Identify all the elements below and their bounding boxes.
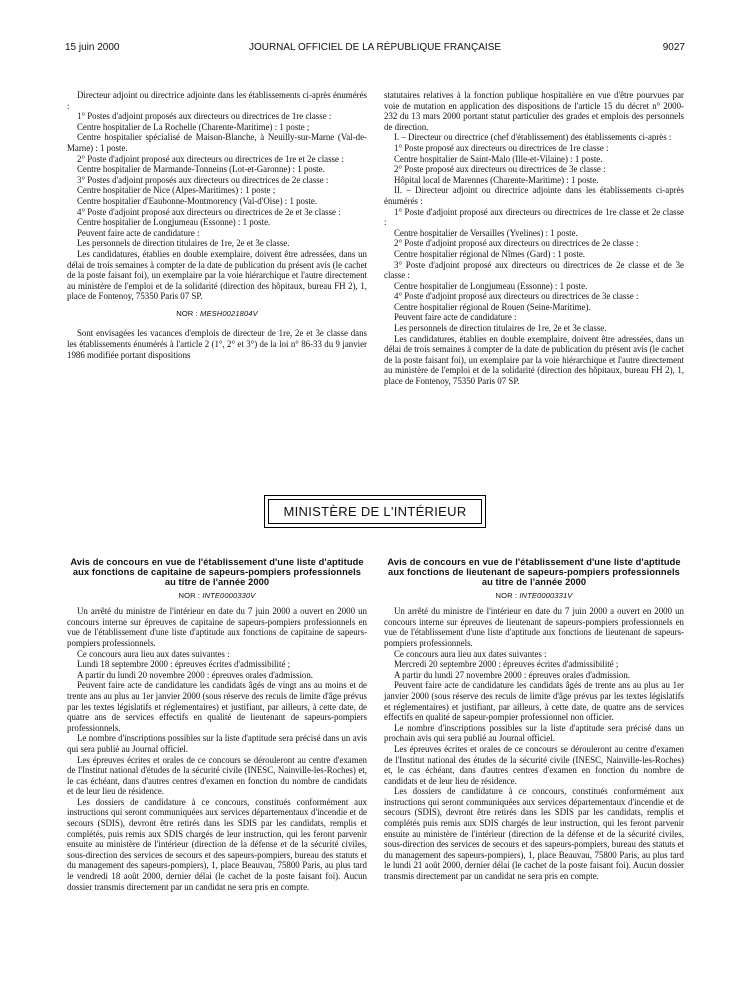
paragraph: Un arrêté du ministre de l'intérieur en date du 7 juin 2000 a ouvert en 2000 un concours interne sur épreuves de capitaine de sapeurs-pompiers professionnels en vue de l'établissement d'une liste d'aptitude aux fonctions de capitaine de sapeurs-pompiers professionnels. <box>67 606 367 648</box>
nor-code: MESH0021804V <box>200 308 258 318</box>
journal-title: JOURNAL OFFICIEL DE LA RÉPUBLIQUE FRANÇAISE <box>248 42 502 53</box>
paragraph: Les candidatures, établies en double exemplaire, doivent être adressées, dans un délai de trois semaines à compter de la date de publication du présent avis (le cachet de la poste faisant foi), un exemplaire par la voie hiérarchique et l'autre directement au ministère de l'emploi et de la solidarité (direction des hôpitaux, bureau FH 2), 1, place de Fontenoy, 75350 Paris 07 SP. <box>384 333 684 387</box>
paragraph: 4° Poste d'adjoint proposé aux directeurs ou directrices de 3e classe : <box>394 291 639 302</box>
paragraph: Le nombre d'inscriptions possibles sur la liste d'aptitude sera précisé dans un avis qui sera publié au Journal officiel. <box>67 733 367 754</box>
ministry-heading: MINISTÈRE DE L'INTÉRIEUR <box>268 499 481 524</box>
paragraph: Centre hospitalier d'Eaubonne-Montmorency (Val-d'Oise) : 1 poste. <box>77 195 318 206</box>
nor-code: INTE0000330V <box>202 590 256 600</box>
paragraph: Les candidatures, établies en double exemplaire, doivent être adressées, dans un délai de trois semaines à compter de la date de publication du présent avis (le cachet de la poste faisant foi), un exemplaire par la voie hiérarchique et l'autre directement au ministère de l'emploi et de la solidarité (direction des hôpitaux, bureau FH 2), 1, place de Fontenoy, 75350 Paris 07 SP. <box>67 248 367 302</box>
paragraph: 4° Poste d'adjoint proposé aux directeurs ou directrices de 2e et 3e classe : <box>77 206 341 217</box>
column-top-left <box>67 90 367 360</box>
paragraph: Sont envisagées les vacances d'emplois de directeur de 1re, 2e et 3e classe dans les établissements énumérés à l'article 2 (1°, 2° et 3°) de la loi n° 86-33 du 9 janvier 1986 modifiée portant dispositions <box>67 328 367 360</box>
paragraph: statutaires relatives à la fonction publique hospitalière en vue d'être pourvues par voie de mutation en application des dispositions de l'article 15 du décret n° 2000-232 du 13 mars 2000 portant statut particulier des grades et emplois des personnels de direction. <box>384 90 684 132</box>
paragraph: 3° Postes d'adjoint proposés aux directeurs ou directrices de 2e classe : <box>77 174 329 185</box>
paragraph: Centre hospitalier de Nice (Alpes-Maritimes) : 1 poste ; <box>77 185 276 196</box>
paragraph: Centre hospitalier de Marmande-Tonneins (Lot-et-Garonne) : 1 poste. <box>77 164 325 175</box>
paragraph: Lundi 18 septembre 2000 : épreuves écrites d'admissibilité ; <box>77 659 291 670</box>
paragraph: Les épreuves écrites et orales de ce concours se dérouleront au centre d'examen de l'Institut national d'études de la sécurité civile (INESC, Nainville-les-Roches) et, le cas échéant, dans d'autres centres d'examen en fonction du nombre de candidats et de leur lieu de résidence. <box>67 754 367 797</box>
paragraph: Centre hospitalier régional de Rouen (Seine-Maritime). <box>394 301 591 312</box>
paragraph: Les dossiers de candidature à ce concours, constitués conformément aux instructions qui seront communiquées aux services départementaux d'incendie et de secours (SDIS), devront être retirés dans les SDIS par les candidats, remplis et complétés, puis remis aux SDIS chargés de leur instruction, qui les feront parvenir ensuite au ministère de l'intérieur (direction de la défense et de la sécurité civiles, sous-direction des services de secours et des sapeurs-pompiers, bureau des statuts et du management des sapeurs-pompiers), 1, place Beauvau, 75800 Paris, au plus tard le vendredi 18 août 2000, dernier délai (le cachet de la poste faisant foi). Aucun dossier transmis directement par un candidat ne sera pris en compte. <box>67 796 367 892</box>
paragraph: Ce concours aura lieu aux dates suivantes : <box>394 648 547 659</box>
paragraph: Centre hospitalier spécialisé de Maison-Blanche, à Neuilly-sur-Marne (Val-de-Marne) : 1 poste. <box>67 132 367 153</box>
column-bottom-right <box>384 557 684 882</box>
paragraph: Les personnels de direction titulaires de 1re, 2e et 3e classe. <box>77 238 290 249</box>
paragraph: 1° Postes d'adjoint proposés aux directeurs ou directrices de 1re classe : <box>77 111 332 122</box>
nor-label: NOR : <box>178 590 203 600</box>
paragraph: Hôpital local de Marennes (Charente-Maritime) : 1 poste. <box>394 174 599 185</box>
paragraph: A partir du lundi 20 novembre 2000 : épreuves orales d'admission. <box>77 669 314 680</box>
avis-title: Avis de concours en vue de l'établissement d'une liste d'aptitude aux fonctions de lieutenant de sapeurs-pompiers professionnels au titre de l'année 2000 <box>387 557 681 588</box>
nor-reference <box>67 591 367 602</box>
paragraph: 3° Poste d'adjoint proposé aux directeurs ou directrices de 2e classe et de 3e classe : <box>384 259 684 281</box>
paragraph: 1° Poste proposé aux directeurs ou directrices de 1re classe : <box>394 142 609 153</box>
nor-reference <box>67 309 367 320</box>
paragraph: 2° Poste proposé aux directeurs ou directrices de 3e classe : <box>394 164 606 175</box>
paragraph: Centre hospitalier de Saint-Malo (Ille-et-Vilaine) : 1 poste. <box>394 153 603 164</box>
page-header <box>65 42 685 56</box>
paragraph: Peuvent faire acte de candidature les candidats âgés de trente ans au plus au 1er janvier 2000 (sous réserve des reculs de limite d'âge prévus par les textes législatifs et réglementaires) et justifiant, par ailleurs, à cette date, de quatre ans de services effectifs en qualité de sapeur-pompier professionnel non officier. <box>384 680 684 723</box>
paragraph: Ce concours aura lieu aux dates suivantes : <box>77 648 230 659</box>
paragraph: Peuvent faire acte de candidature les candidats âgés de vingt ans au moins et de trente ans au plus au 1er janvier 2000 (sous réserve des reculs de limite d'âge prévus par les textes législatifs et réglementaires) et justifiant, par ailleurs, à cette date, de quatre ans de services effectifs en qualité de lieutenant de sapeurs-pompiers professionnels. <box>67 680 367 733</box>
paragraph: Un arrêté du ministre de l'intérieur en date du 7 juin 2000 a ouvert en 2000 un concours interne sur épreuves de lieutenant de sapeurs-pompiers professionnels en vue de l'établissement d'une liste d'aptitude aux fonctions de lieutenant de sapeurs-pompiers professionnels. <box>384 606 684 648</box>
paragraph: II. – Directeur adjoint ou directrice adjointe dans les établissements ci-après énumérés : <box>384 185 684 206</box>
ministry-heading-box <box>264 495 485 528</box>
issue-date: 15 juin 2000 <box>65 42 120 53</box>
nor-code: INTE0000331V <box>519 590 573 600</box>
nor-label: NOR : <box>495 590 520 600</box>
paragraph: Mercredi 20 septembre 2000 : épreuves écrites d'admissibilité ; <box>394 659 619 670</box>
nor-label: NOR : <box>176 308 201 318</box>
paragraph: Peuvent faire acte de candidature : <box>77 227 200 238</box>
paragraph: Centre hospitalier de Longjumeau (Essonne) : 1 poste. <box>394 280 588 291</box>
ministry-heading-wrap <box>0 495 750 528</box>
paragraph: Les dossiers de candidature à ce concours, constitués conformément aux instructions qui seront communiquées aux services départementaux d'incendie et de secours (SDIS), devront être retirés dans les SDIS par les candidats, remplis et complétés puis remis aux SDIS chargés de leur instruction, qui les feront parvenir ensuite au ministère de l'intérieur (direction de la défense et de la sécurité civiles, sous-direction des services de secours et des sapeurs-pompiers, bureau des statuts et du management des sapeurs-pompiers), 1, place Beauvau, 75800 Paris, au plus tard le lundi 21 août 2000, dernier délai (le cachet de la poste faisant foi). Aucun dossier transmis directement par un candidat ne sera pris en compte. <box>384 786 684 882</box>
paragraph: Centre hospitalier de Longjumeau (Essonne) : 1 poste. <box>77 217 271 228</box>
paragraph: Le nombre d'inscriptions possibles sur la liste d'aptitude sera précisé dans un prochain avis qui sera publié au Journal officiel. <box>384 722 684 744</box>
column-bottom-left <box>67 557 367 892</box>
paragraph: A partir du lundi 27 novembre 2000 : épreuves orales d'admission. <box>394 669 631 680</box>
paragraph: Centre hospitalier régional de Nîmes (Gard) : 1 poste. <box>394 248 586 259</box>
paragraph: Directeur adjoint ou directrice adjointe dans les établissements ci-après énumérés : <box>67 90 367 111</box>
avis-title: Avis de concours en vue de l'établissement d'une liste d'aptitude aux fonctions de capitaine de sapeurs-pompiers professionnels au titre de l'année 2000 <box>70 557 364 588</box>
paragraph: Les personnels de direction titulaires de 1re, 2e et 3e classe. <box>394 323 607 334</box>
nor-reference <box>384 591 684 602</box>
paragraph: Centre hospitalier de Versailles (Yvelines) : 1 poste. <box>394 227 578 238</box>
paragraph: Centre hospitalier de La Rochelle (Charente-Maritime) : 1 poste ; <box>77 121 310 132</box>
paragraph: 2° Poste d'adjoint proposé aux directeurs ou directrices de 1re et 2e classe : <box>77 153 344 164</box>
column-top-right <box>384 90 684 387</box>
paragraph: 1° Poste d'adjoint proposé aux directeurs ou directrices de 1re classe et 2e classe : <box>384 206 684 228</box>
paragraph: 2° Poste d'adjoint proposé aux directeurs ou directrices de 2e classe : <box>394 238 639 249</box>
paragraph: I. – Directeur ou directrice (chef d'établissement) des établissements ci-après : <box>394 132 672 143</box>
paragraph: Peuvent faire acte de candidature : <box>394 312 517 323</box>
paragraph: Les épreuves écrites et orales de ce concours se dérouleront au centre d'examen de l'Institut national des études de la sécurité civile (INESC, Nainville-les-Roches) et, le cas échéant, dans d'autres centres d'examen en fonction du nombre de candidats et de leur lieu de résidence. <box>384 743 684 786</box>
page-number: 9027 <box>662 42 685 53</box>
